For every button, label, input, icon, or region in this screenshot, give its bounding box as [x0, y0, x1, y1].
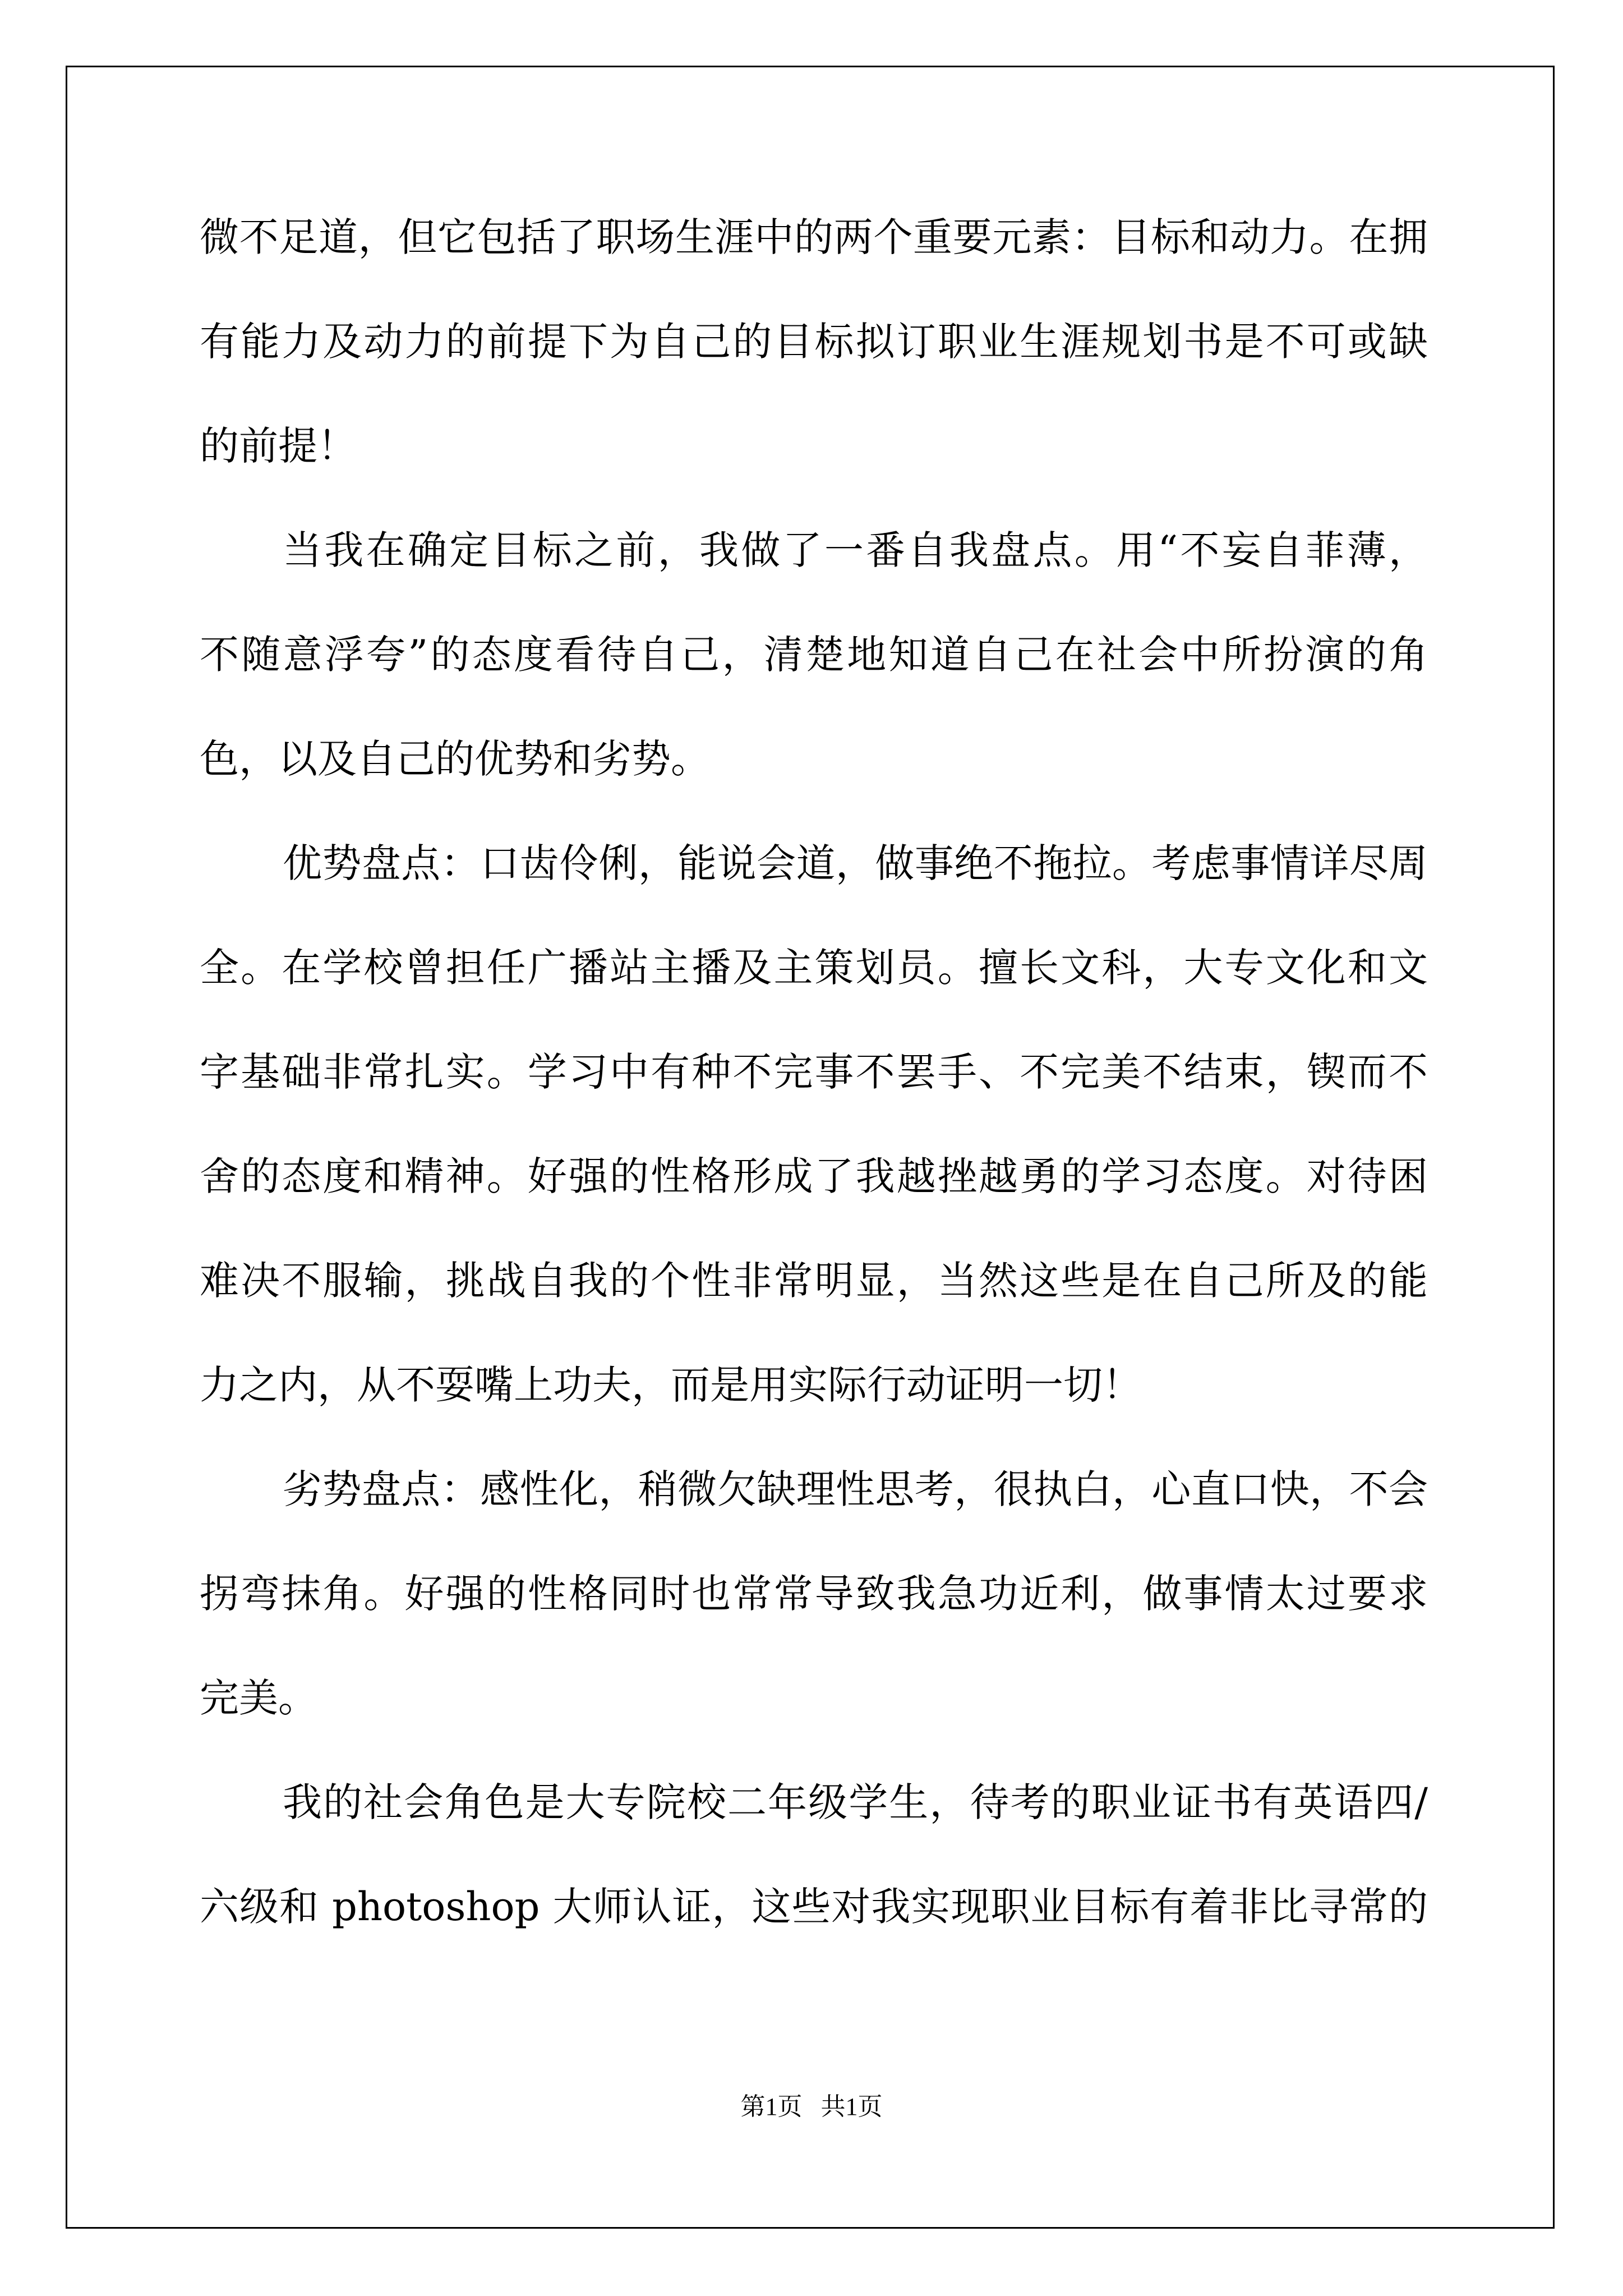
text-line: 微不足道，但它包括了职场生涯中的两个重要元素：目标和动力。在拥 [200, 214, 1428, 260]
text-line: 色，以及自己的优势和劣势。 [200, 736, 710, 782]
text-line: 拐弯抹角。好强的性格同时也常常导致我急功近利，做事情太过要求 [200, 1571, 1428, 1617]
text-line: 力之内，从不耍嘴上功夫，而是用实际行动证明一切！ [200, 1362, 1142, 1408]
text-line: 的前提！ [200, 423, 357, 469]
page-number-footer: 第1页 共1页 [740, 2093, 883, 2120]
text-line: 完美。 [200, 1675, 317, 1721]
text-line: 难决不服输，挑战自我的个性非常明显，当然这些是在自己所及的能 [200, 1258, 1428, 1304]
text-line: 六级和 photoshop 大师认证，这些对我实现职业目标有着非比寻常的 [200, 1884, 1428, 1930]
document-body [200, 185, 1428, 1959]
text-line: 舍的态度和精神。好强的性格形成了我越挫越勇的学习态度。对待困 [200, 1153, 1428, 1199]
text-line: 我的社会角色是大专院校二年级学生，待考的职业证书有英语四/ [283, 1779, 1428, 1825]
text-line: 全。在学校曾担任广播站主播及主策划员。擅长文科，大专文化和文 [200, 945, 1428, 991]
text-line: 当我在确定目标之前，我做了一番自我盘点。用“不妄自菲薄， [283, 527, 1428, 573]
text-line: 优势盘点：口齿伶俐，能说会道，做事绝不拖拉。考虑事情详尽周 [283, 840, 1428, 886]
text-line: 劣势盘点：感性化，稍微欠缺理性思考，很执白，心直口快，不会 [283, 1466, 1428, 1512]
text-line: 字基础非常扎实。学习中有种不完事不罢手、不完美不结束，锲而不 [200, 1049, 1428, 1095]
text-line: 不随意浮夸”的态度看待自己，清楚地知道自己在社会中所扮演的角 [200, 632, 1428, 678]
text-line: 有能力及动力的前提下为自己的目标拟订职业生涯规划书是不可或缺 [200, 319, 1428, 365]
